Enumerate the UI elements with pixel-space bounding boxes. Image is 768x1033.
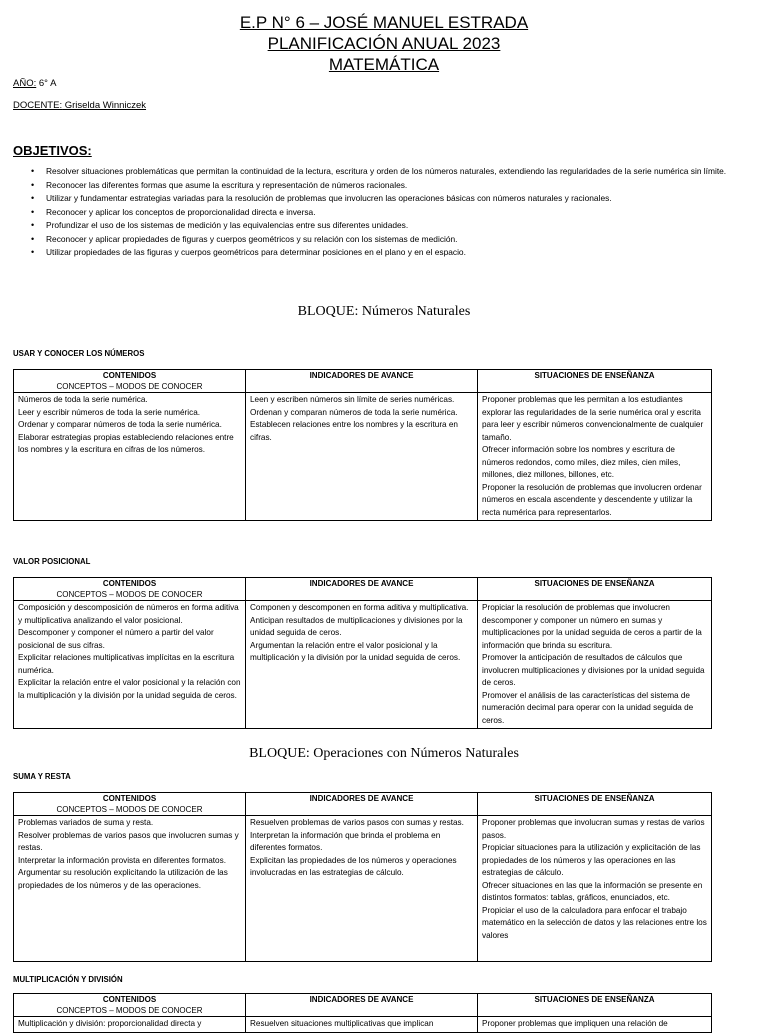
cell-line: Argumentar su resolución explicitando la utilización de las propiedades de los números y de las operaciones. [18, 868, 228, 890]
objetivo-item: • Resolver situaciones problemáticas que permitan la continuidad de la lectura, escritura y orden de los números naturales, extendiendo las regularidades de la serie numérica sin límite. [46, 165, 753, 179]
header-contenidos: CONTENIDOS CONCEPTOS – MODOS DE CONOCER [14, 793, 246, 816]
cell-line: Propiciar la resolución de problemas que involucren descomponer y componer un número en sumas y multiplicaciones por la unidad seguida de ceros a partir de la información que brinda su escritura. [482, 603, 702, 650]
header-indicadores: INDICADORES DE AVANCE [246, 370, 478, 393]
table-header-row [14, 370, 712, 393]
cell-situaciones [478, 816, 712, 962]
header-contenidos-sub: CONCEPTOS – MODOS DE CONOCER [56, 805, 203, 814]
cell-contenidos [14, 1017, 246, 1033]
cell-line: Composición y descomposición de números en forma aditiva y multiplicativa analizando el valor posicional. [18, 603, 239, 625]
cell-situaciones [478, 601, 712, 729]
objetivo-item: • Reconocer las diferentes formas que asume la escritura y representación de números racionales. [46, 179, 753, 193]
cell-line: Ordenar y comparar números de toda la serie numérica. [18, 420, 222, 429]
cell-indicadores [246, 816, 478, 962]
objetivo-item: • Utilizar propiedades de las figuras y cuerpos geométricos para determinar posiciones en el plano y en el espacio. [46, 246, 753, 260]
cell-line: Resolver problemas de varios pasos que involucren sumas y restas. [18, 830, 239, 852]
docente-label: DOCENTE: [13, 100, 63, 111]
document-header [0, 0, 768, 75]
table-header-row [14, 994, 712, 1017]
header-contenidos-sub: CONCEPTOS – MODOS DE CONOCER [56, 1006, 203, 1015]
cell-situaciones [478, 393, 712, 521]
cell-line: Leer y escribir números de toda la serie numérica. [18, 407, 201, 417]
section-title: USAR Y CONOCER LOS NÚMEROS [13, 349, 145, 358]
cell-line: Argumentan la relación entre el valor posicional y la multiplicación y la división por la unidad seguida de ceros. [250, 640, 461, 662]
header-situaciones: SITUACIONES DE ENSEÑANZA [478, 793, 712, 816]
cell-line: Interpretan la información que brinda el problema en diferentes formatos. [250, 830, 441, 852]
cell-line: Promover el análisis de las características del sistema de numeración decimal para operar con la unidad seguida de ceros. [482, 690, 694, 725]
cell-line: Proponer la resolución de problemas que involucren ordenar números en escala ascendente y descendente y utilizar la recta numérica para representarlos. [482, 482, 702, 517]
cell-line: Explicitan las propiedades de los números y operaciones involucradas en las estrategias de cálculo. [250, 855, 457, 877]
header-situaciones: SITUACIONES DE ENSEÑANZA [478, 994, 712, 1017]
header-contenidos: CONTENIDOS CONCEPTOS – MODOS DE CONOCER [14, 994, 246, 1017]
cell-line: Interpretar la información provista en diferentes formatos. [18, 855, 226, 865]
cell-line: Ordenan y comparan números de toda la serie numérica. [250, 407, 458, 417]
docente-value: Griselda Winniczek [62, 100, 147, 111]
cell-line: Ofrecer información sobre los nombres y escritura de números redondos, como miles, diez miles, cien miles, millones, diez millones, billones, etc. [482, 445, 681, 479]
cell-contenidos [14, 816, 246, 962]
table-row [14, 816, 712, 962]
subject-title: MATEMÁTICA [328, 55, 440, 74]
cell-situaciones [478, 1017, 712, 1033]
cell-contenidos [14, 393, 246, 521]
section-title: MULTIPLICACIÓN Y DIVISIÓN [13, 975, 123, 984]
cell-line: Ofrecer situaciones en las que la información se presente en distintos formatos: tablas, gráficos, enunciados, etc. [482, 880, 703, 902]
cell-line: Propiciar el uso de la calculadora para enfocar el trabajo matemático en la selección de datos y las relaciones entre los valores [482, 905, 707, 940]
cell-line: Elaborar estrategias propias estableciendo relaciones entre los nombres y la escritura en cifras de los números. [18, 432, 234, 454]
cell-line: Explicitar relaciones multiplicativas implícitas en la escritura numérica. [18, 653, 235, 675]
table-header-row [14, 793, 712, 816]
cell-line: Problemas variados de suma y resta. [18, 818, 154, 827]
bloque-title: BLOQUE: Operaciones con Números Naturales [249, 746, 519, 761]
table-row [14, 601, 712, 729]
table-header-row [14, 578, 712, 601]
header-indicadores: INDICADORES DE AVANCE [246, 578, 478, 601]
anio-line [13, 78, 56, 89]
cell-line: Proponer problemas que impliquen una relación de [482, 1019, 668, 1028]
anio-value: 6° A [36, 78, 57, 89]
plan-title: PLANIFICACIÓN ANUAL 2023 [267, 34, 501, 53]
cell-line: Anticipan resultados de multiplicaciones y divisiones por la unidad seguida de ceros. [250, 615, 463, 637]
cell-line: Resuelven problemas de varios pasos con sumas y restas. [250, 818, 464, 827]
objetivo-item: • Reconocer y aplicar propiedades de figuras y cuerpos geométricos y su relación con los sistemas de medición. [46, 233, 753, 247]
header-contenidos: CONTENIDOS CONCEPTOS – MODOS DE CONOCER [14, 370, 246, 393]
cell-line: Promover la anticipación de resultados de cálculos que involucren multiplicaciones y divisiones por la unidad seguida de ceros. [482, 653, 705, 687]
header-situaciones: SITUACIONES DE ENSEÑANZA [478, 370, 712, 393]
header-contenidos-sub: CONCEPTOS – MODOS DE CONOCER [56, 382, 203, 391]
table-row [14, 393, 712, 521]
planning-table [13, 993, 712, 1033]
cell-line: Propiciar situaciones para la utilización y explicitación de las propiedades de los números y las operaciones en las estrategias de cálculo. [482, 843, 701, 877]
header-indicadores: INDICADORES DE AVANCE [246, 994, 478, 1017]
objetivo-item: • Profundizar el uso de los sistemas de medición y las equivalencias entre sus diferentes unidades. [46, 219, 753, 233]
cell-line: Descomponer y componer el número a partir del valor posicional de sus cifras. [18, 628, 214, 650]
cell-line: Multiplicación y división: proporcionalidad directa y [18, 1019, 202, 1028]
objetivos-title: OBJETIVOS: [13, 143, 92, 158]
cell-line: Números de toda la serie numérica. [18, 395, 148, 404]
objetivos-list [13, 165, 753, 260]
header-indicadores: INDICADORES DE AVANCE [246, 793, 478, 816]
docente-line [13, 100, 146, 111]
header-contenidos-sub: CONCEPTOS – MODOS DE CONOCER [56, 590, 203, 599]
cell-line: Resuelven situaciones multiplicativas que implican [250, 1019, 434, 1028]
header-situaciones: SITUACIONES DE ENSEÑANZA [478, 578, 712, 601]
planning-table [13, 792, 712, 962]
cell-indicadores [246, 601, 478, 729]
bloque-title: BLOQUE: Números Naturales [297, 304, 471, 319]
cell-indicadores [246, 1017, 478, 1033]
cell-line: Leen y escriben números sin límite de series numéricas. [250, 395, 455, 404]
school-title: E.P N° 6 – JOSÉ MANUEL ESTRADA [239, 13, 529, 32]
section-title: VALOR POSICIONAL [13, 557, 91, 566]
objetivo-item: • Reconocer y aplicar los conceptos de proporcionalidad directa e inversa. [46, 206, 753, 220]
planning-table [13, 577, 712, 729]
cell-line: Componen y descomponen en forma aditiva y multiplicativa. [250, 603, 469, 612]
cell-contenidos [14, 601, 246, 729]
cell-indicadores [246, 393, 478, 521]
objetivo-item: • Utilizar y fundamentar estrategias variadas para la resolución de problemas que involucren las operaciones básicas con números naturales y racionales. [46, 192, 753, 206]
anio-label: AÑO: [13, 78, 37, 89]
header-contenidos: CONTENIDOS CONCEPTOS – MODOS DE CONOCER [14, 578, 246, 601]
cell-line: Proponer problemas que involucran sumas y restas de varios pasos. [482, 818, 705, 840]
section-title: SUMA Y RESTA [13, 772, 71, 781]
cell-line: Explicitar la relación entre el valor posicional y la relación con la multiplicación y la división por la unidad seguida de ceros. [18, 678, 241, 700]
cell-line: Establecen relaciones entre los nombres y la escritura en cifras. [250, 420, 458, 442]
table-row [14, 1017, 712, 1033]
planning-table [13, 369, 712, 521]
cell-line: Proponer problemas que les permitan a los estudiantes explorar las regularidades de la serie numérica oral y escrita para leer y escribir números convencionalmente de cualquier tamaño. [482, 395, 704, 442]
